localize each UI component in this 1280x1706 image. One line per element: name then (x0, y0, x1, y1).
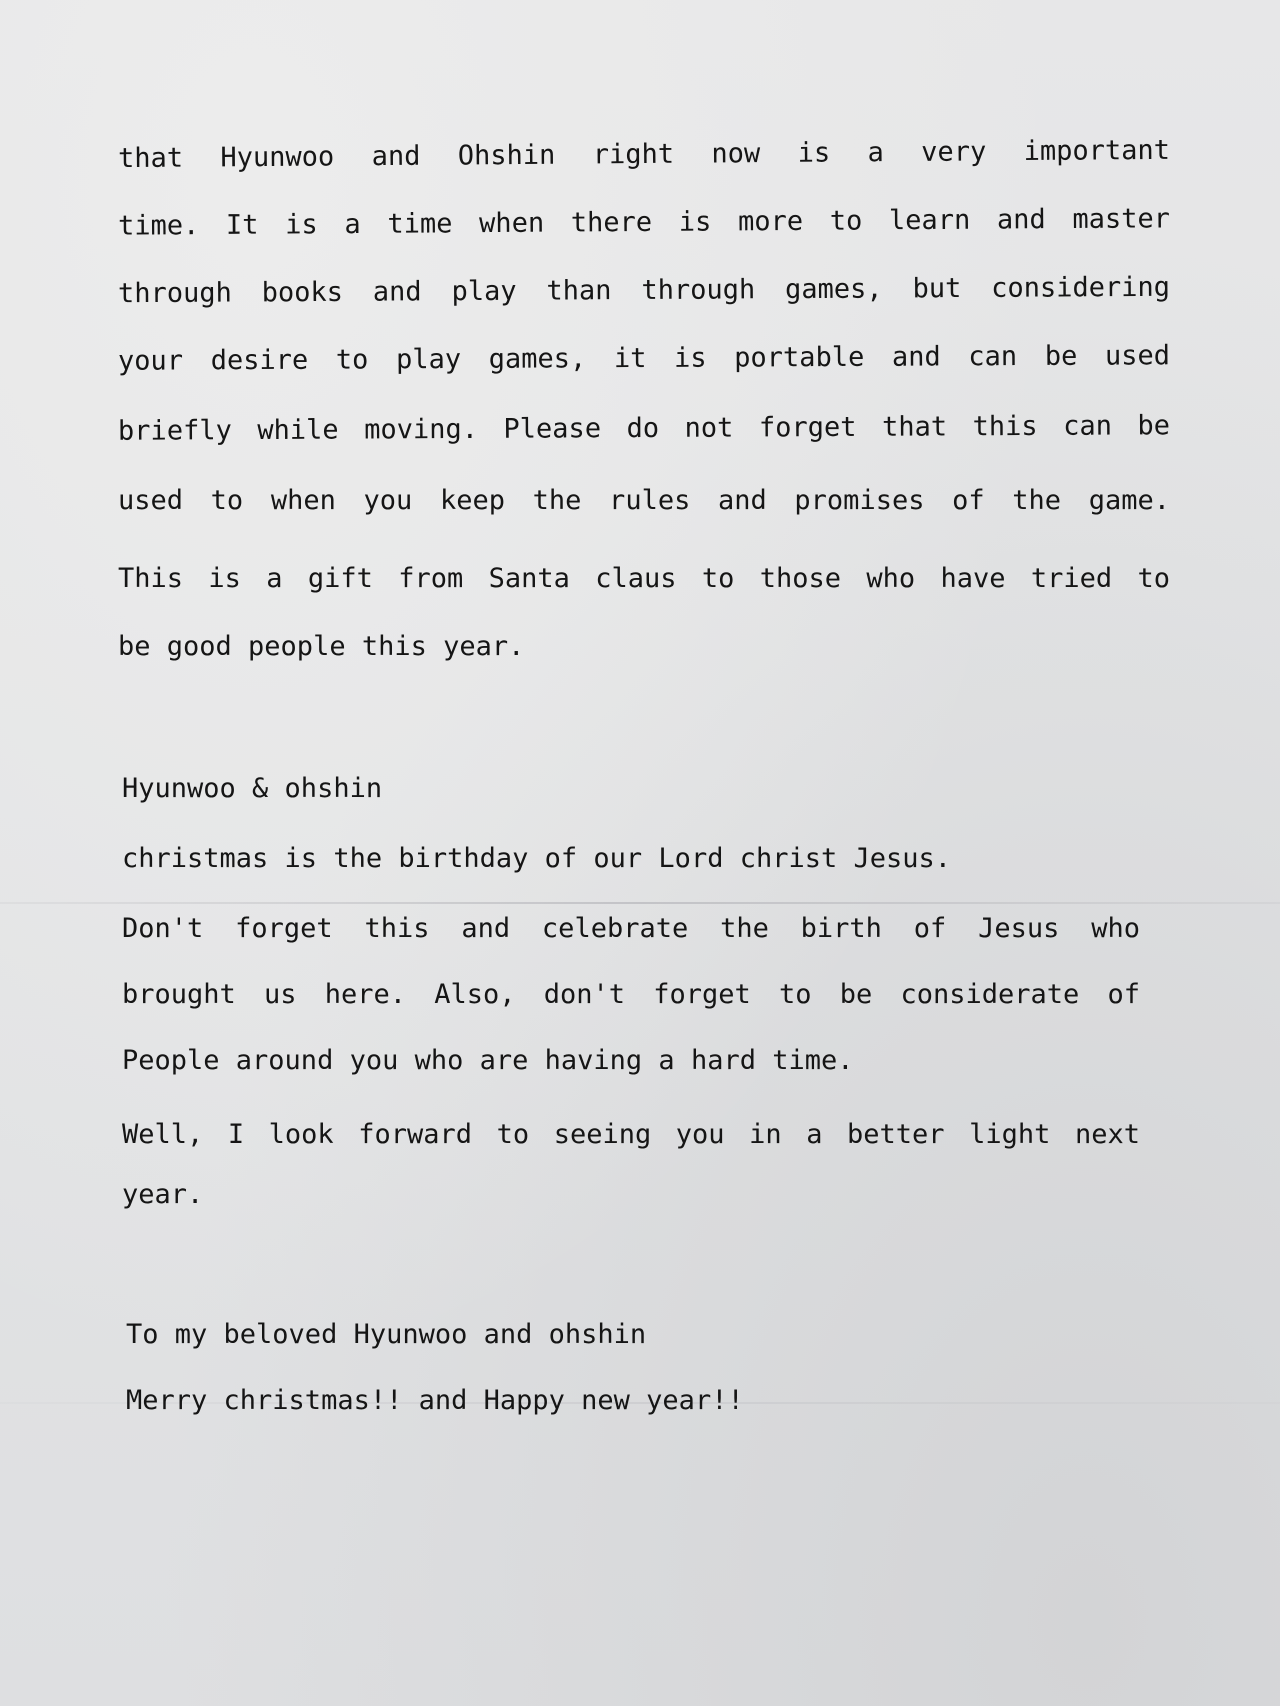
letter-line: year. (122, 1179, 204, 1210)
closing-greeting: Merry christmas!! and Happy new year!! (126, 1385, 744, 1416)
letter-line: christmas is the birthday of our Lord christ Jesus. (122, 843, 952, 874)
letter-line: that Hyunwoo and Ohshin right now is a very important (117, 134, 1171, 175)
letter-line: Don't forget this and celebrate the birth of Jesus who (122, 913, 1140, 944)
letter-line: People around you who are having a hard time. (122, 1045, 854, 1076)
letter-line: briefly while moving. Please do not forget that this can be (117, 410, 1171, 447)
letter-line: time. It is a time when there is more to learn and master (117, 203, 1171, 242)
letter-line: your desire to play games, it is portable and can be used (117, 340, 1171, 377)
letter-line: brought us here. Also, don't forget to be considerate of (122, 979, 1140, 1010)
letter-line: This is a gift from Santa claus to those who have tried to (118, 563, 1170, 594)
letter-line: be good people this year. (118, 631, 525, 662)
letter-line: used to when you keep the rules and promises of the game. (118, 485, 1170, 516)
closing-line: To my beloved Hyunwoo and ohshin (126, 1319, 647, 1350)
paper-fold-crease (0, 902, 1280, 904)
letter-line: through books and play than through games, but considering (117, 271, 1171, 310)
letter-line: Well, I look forward to seeing you in a better light next (122, 1119, 1140, 1150)
letter-salutation: Hyunwoo & ohshin (122, 773, 383, 804)
